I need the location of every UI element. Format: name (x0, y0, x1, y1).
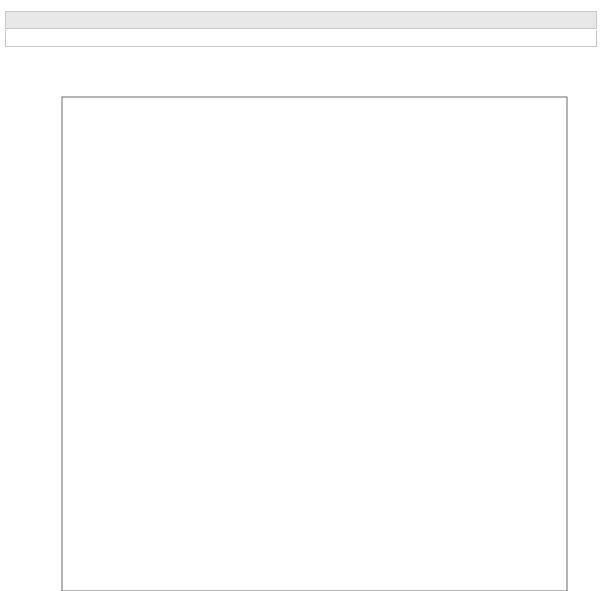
diagram-frame (62, 97, 567, 591)
